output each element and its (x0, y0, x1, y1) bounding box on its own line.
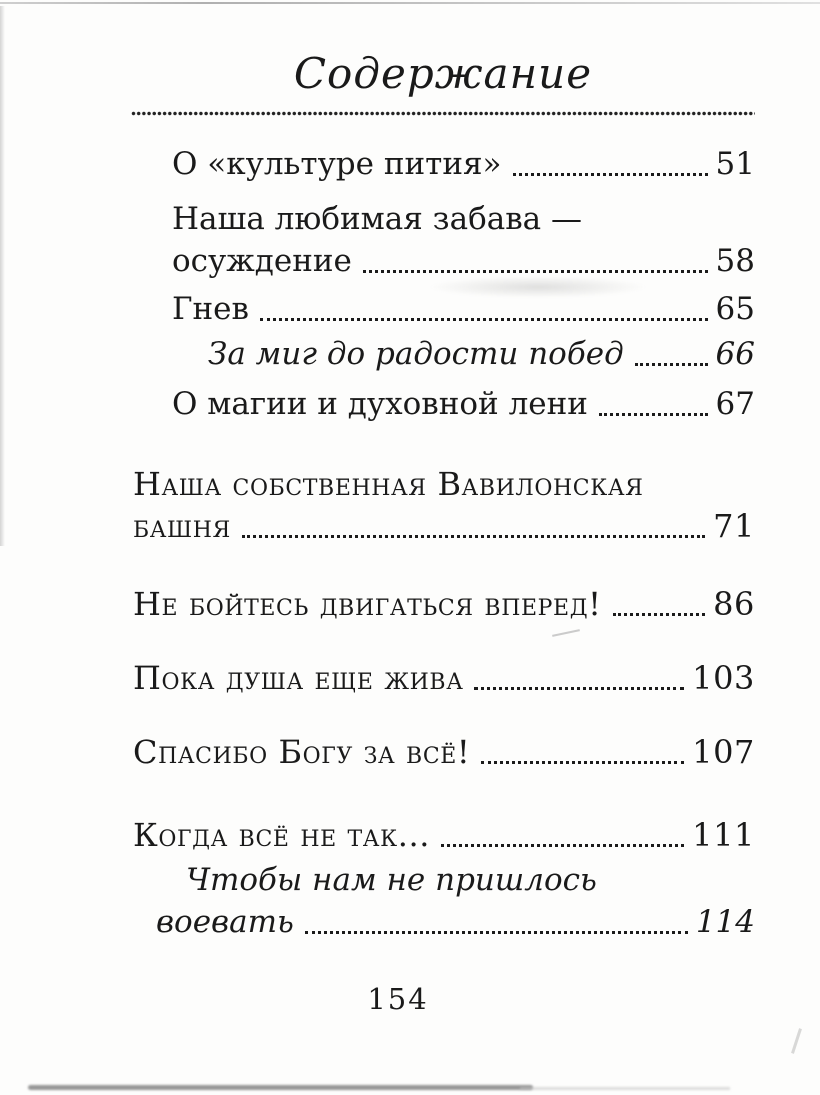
scan-left-edge (0, 6, 5, 546)
dot-leader (481, 761, 684, 764)
dot-leader (474, 687, 684, 690)
toc-entry-page-number: 66 (715, 336, 755, 372)
toc-entry-page-number: 107 (692, 733, 755, 771)
toc-entry (131, 333, 755, 375)
scan-mark (791, 1028, 802, 1054)
toc-entry (131, 657, 755, 699)
toc-entry-title: О магии и духовной лени (172, 386, 588, 422)
toc-entry-title: За миг до радости побед (208, 336, 624, 372)
toc-entry-page-number: 114 (695, 904, 755, 940)
toc-entry-title-line2: воевать (156, 904, 294, 940)
toc-entry-title: Гнев (172, 291, 249, 327)
toc-entry-page-number: 65 (715, 291, 755, 327)
dot-leader (363, 270, 708, 273)
toc-entry-title-line1: Чтобы нам не пришлось (186, 862, 597, 898)
page-title: Содержание (293, 49, 593, 98)
dot-leader (305, 931, 688, 934)
toc-entry (131, 288, 755, 330)
toc-entry-page-number: 71 (713, 507, 755, 545)
toc-entry-page-number: 58 (715, 243, 755, 279)
dot-leader (513, 173, 708, 176)
dot-leader (613, 613, 705, 616)
toc-entry (131, 859, 755, 943)
toc-entry-title: Не бойтесь двигаться вперед! (133, 585, 602, 623)
scan-bottom-shadow (28, 1085, 533, 1090)
toc-entry-page-number: 111 (692, 816, 755, 854)
toc-entry (131, 583, 755, 625)
dot-leader (242, 535, 705, 538)
scan-bottom-shadow (520, 1087, 730, 1090)
toc-entry-page-number: 67 (715, 386, 755, 422)
toc-entry-title: Пока душа еще жива (133, 659, 464, 697)
toc-entry-title-line2: башня (133, 507, 231, 545)
toc-entry (131, 198, 755, 282)
toc-entry (131, 383, 755, 425)
toc-entry (131, 731, 755, 773)
dot-leader (635, 363, 708, 366)
folio-page-number: 154 (367, 982, 429, 1016)
toc-entry-page-number: 51 (715, 146, 755, 182)
toc-entry-page-number: 103 (692, 659, 755, 697)
toc-entry (131, 143, 755, 185)
dot-leader (260, 318, 708, 321)
toc-entry-title-line1: Наша собственная Вавилонская (133, 465, 644, 503)
toc-entry-title: Спасибо Богу за всё! (133, 733, 471, 771)
toc-entry-page-number: 86 (713, 585, 755, 623)
toc-entry-title-line1: Наша любимая забава — (172, 201, 583, 237)
toc-entry (131, 814, 755, 856)
toc-entry-title: О «культуре пития» (172, 146, 502, 182)
dot-leader (599, 413, 708, 416)
toc-entry-title-line2: осуждение (172, 243, 352, 279)
dotted-divider (131, 111, 755, 116)
toc-entry (131, 463, 755, 547)
table-of-contents (131, 0, 755, 1016)
toc-entry-title: Когда всё не так... (133, 816, 431, 854)
dot-leader (441, 844, 684, 847)
